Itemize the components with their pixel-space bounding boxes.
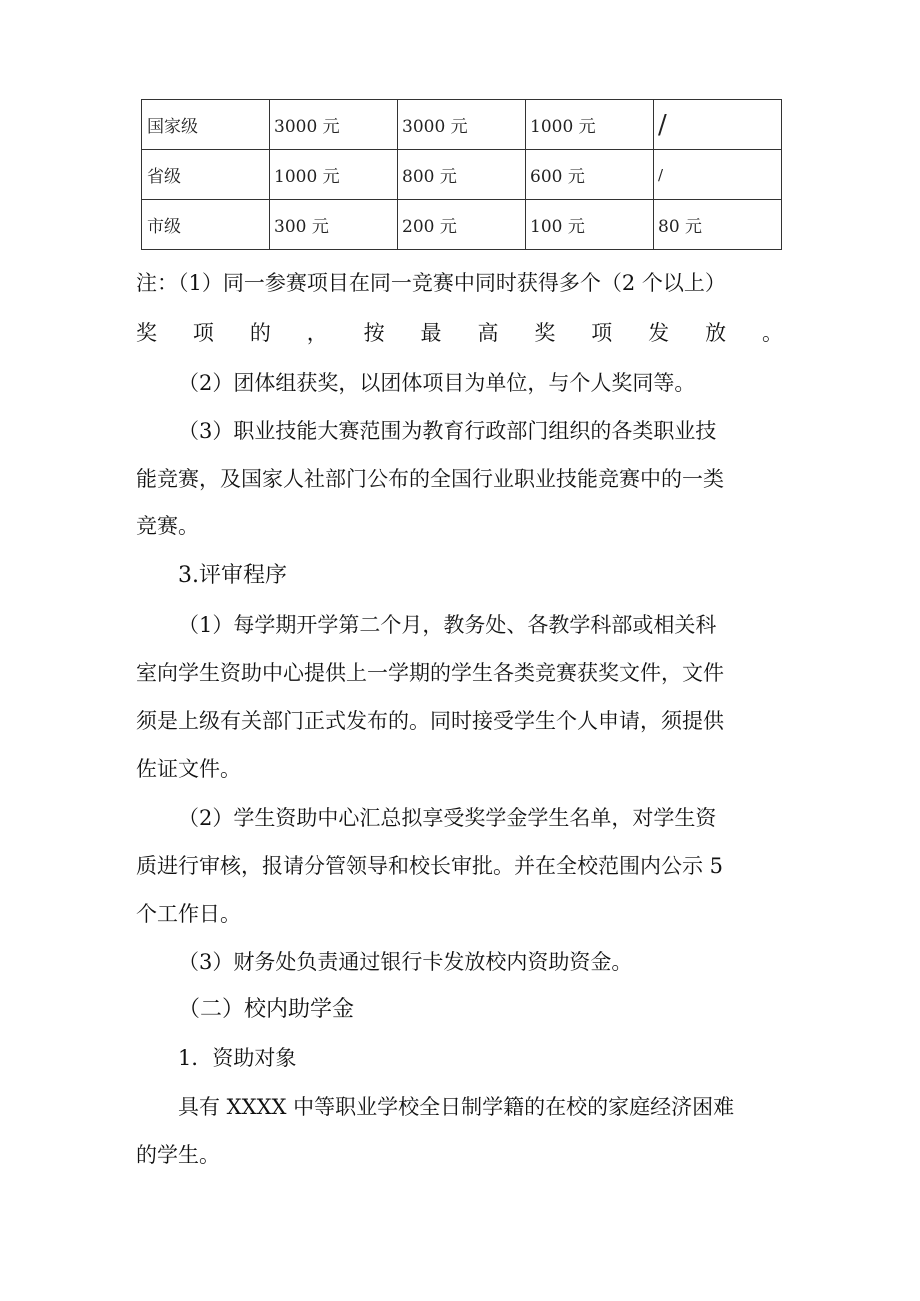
subsection-heading: 1．资助对象 — [178, 1046, 297, 1070]
amount-cell: 1000 元 — [526, 100, 654, 150]
amount-cell: 200 元 — [398, 200, 526, 250]
amount-cell: 3000 元 — [270, 100, 398, 150]
level-cell: 省级 — [142, 150, 270, 200]
note-3-line: （3）职业技能大赛范围为教育行政部门组织的各类职业技 — [178, 419, 717, 443]
award-amount-table — [141, 99, 782, 250]
char: 。 — [761, 321, 783, 345]
amount-cell: 800 元 — [398, 150, 526, 200]
review-heading: 3.评审程序 — [178, 563, 287, 588]
amount-cell: 3000 元 — [398, 100, 526, 150]
review-p1-line: 佐证文件。 — [136, 757, 241, 781]
char: 最 — [420, 321, 442, 345]
section-body-line: 的学生。 — [136, 1143, 220, 1167]
review-p1-line: （1）每学期开学第二个月，教务处、各教学科部或相关科 — [178, 613, 717, 637]
amount-cell: 80 元 — [654, 200, 782, 250]
note-2: （2）团体组获奖，以团体项目为单位，与个人奖同等。 — [178, 371, 696, 395]
char: 奖 — [136, 321, 157, 345]
note-line: 注：（1）同一参赛项目在同一竞赛中同时获得多个（2 个以上） — [136, 271, 726, 295]
review-p2-line: 个工作日。 — [136, 902, 241, 926]
amount-cell — [654, 150, 782, 200]
note-justified-line — [136, 318, 783, 348]
char: 高 — [477, 321, 499, 345]
note-3-line: 竞赛。 — [136, 514, 199, 538]
section-heading: （二）校内助学金 — [178, 997, 355, 1022]
level-cell: 国家级 — [142, 100, 270, 150]
amount-cell: 300 元 — [270, 200, 398, 250]
review-p2-line: （2）学生资助中心汇总拟享受奖学金学生名单，对学生资 — [178, 806, 717, 830]
table-row-national — [142, 100, 782, 150]
char: 发 — [648, 321, 670, 345]
empty-slash: / — [658, 109, 667, 140]
char: 奖 — [534, 321, 556, 345]
level-cell: 市级 — [142, 200, 270, 250]
review-p2-line: 质进行审核，报请分管领导和校长审批。并在全校范围内公示 5 — [136, 854, 724, 878]
amount-cell: 600 元 — [526, 150, 654, 200]
char: ， — [306, 321, 328, 345]
section-body-line: 具有 XXXX 中等职业学校全日制学籍的在校的家庭经济困难 — [178, 1095, 735, 1119]
review-p1-line: 室向学生资助中心提供上一学期的学生各类竞赛获奖文件，文件 — [136, 661, 724, 685]
review-p1-line: 须是上级有关部门正式发布的。同时接受学生个人申请，须提供 — [136, 709, 724, 733]
amount-cell: 1000 元 — [270, 150, 398, 200]
char: 放 — [705, 321, 727, 345]
char: 按 — [363, 321, 385, 345]
amount-cell: 100 元 — [526, 200, 654, 250]
amount-cell — [654, 100, 782, 150]
char: 项 — [192, 321, 214, 345]
table-row-provincial — [142, 150, 782, 200]
char: 的 — [249, 321, 271, 345]
char: 项 — [591, 321, 613, 345]
table-row-municipal — [142, 200, 782, 250]
empty-slash: / — [658, 165, 664, 184]
note-3-line: 能竞赛，及国家人社部门公布的全国行业职业技能竞赛中的一类 — [136, 467, 724, 491]
review-p3: （3）财务处负责通过银行卡发放校内资助资金。 — [178, 950, 633, 974]
